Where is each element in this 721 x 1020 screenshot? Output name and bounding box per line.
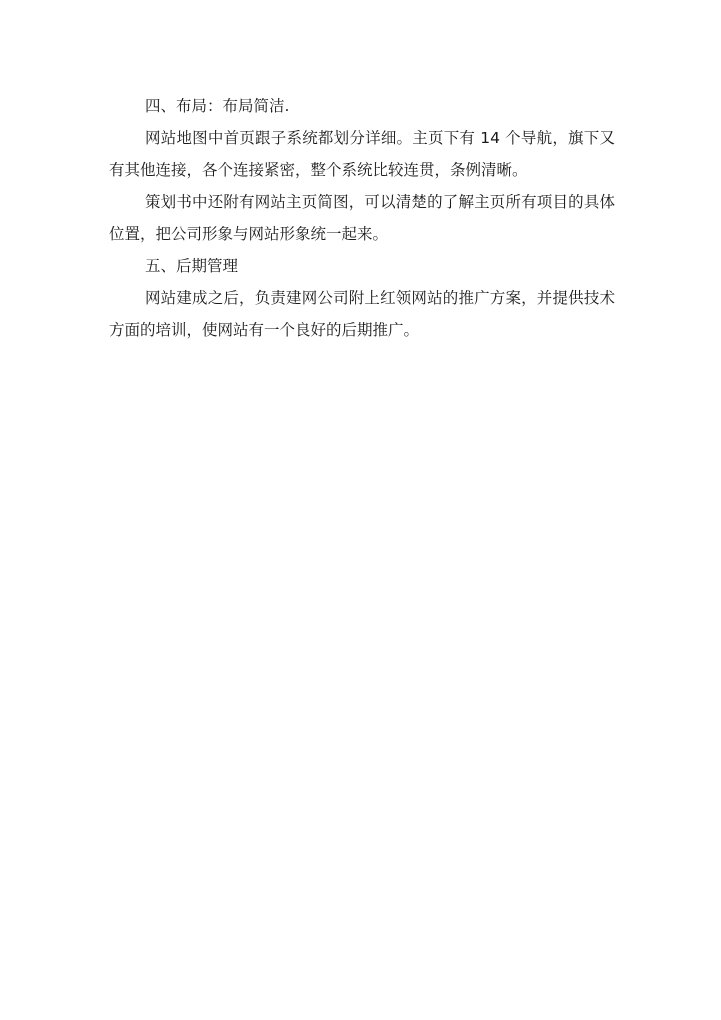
section-heading-maintenance: 五、后期管理 [145, 257, 239, 275]
document-body [109, 90, 615, 346]
paragraph-promotion: 网站建成之后，负责建网公司附上红领网站的推广方案，并提供技术方面的培训，使网站有一个良好的后期推广。 [109, 289, 615, 339]
section-heading-layout: 四、布局：布局简洁. [145, 97, 290, 115]
paragraph-sitemap: 网站地图中首页跟子系统都划分详细。主页下有 14 个导航，旗下又有其他连接，各个连接紧密，整个系统比较连贯，条例清晰。 [109, 129, 615, 179]
paragraph-homepage-sketch: 策划书中还附有网站主页简图，可以清楚的了解主页所有项目的具体位置，把公司形象与网站形象统一起来。 [109, 193, 615, 243]
